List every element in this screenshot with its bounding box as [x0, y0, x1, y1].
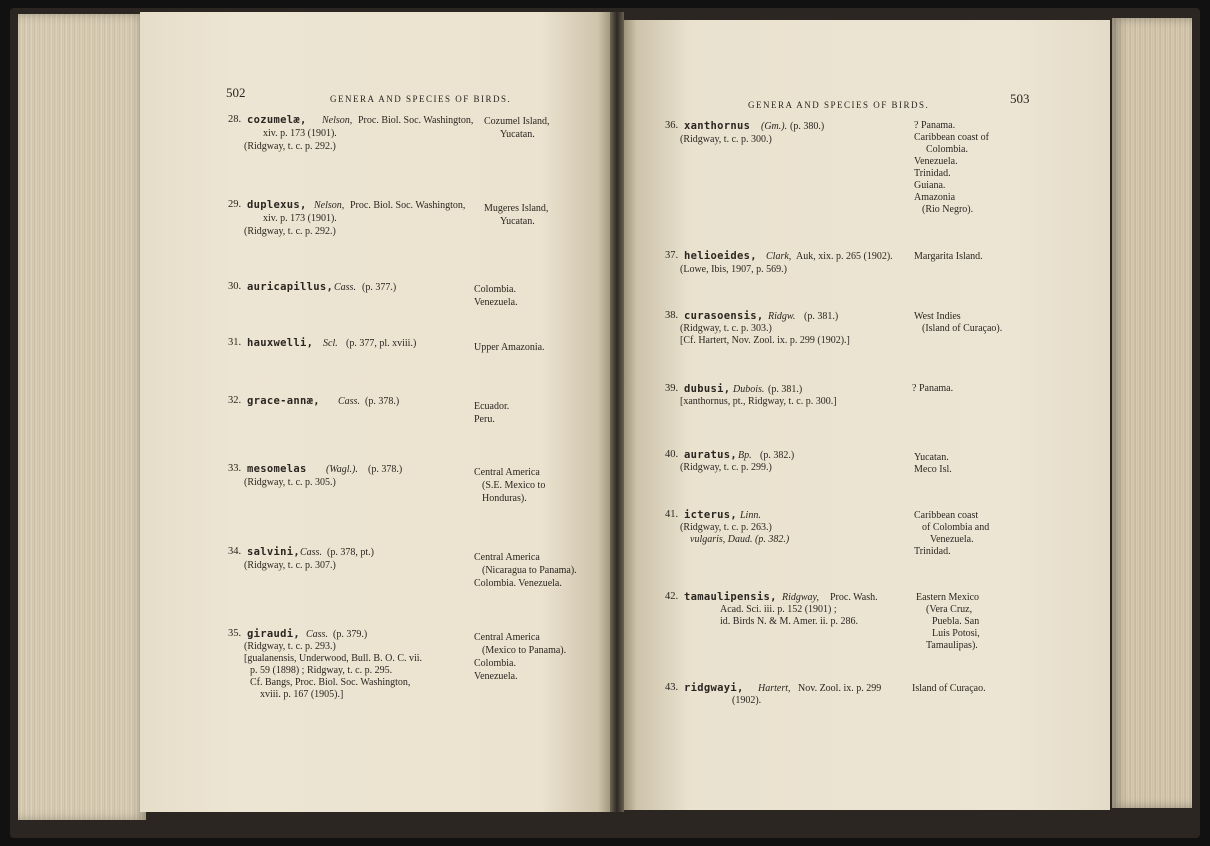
range-line: Venezuela. — [474, 297, 518, 308]
page-number: 503 — [1010, 91, 1030, 106]
right-page-edges — [1112, 18, 1192, 808]
range-line: Trinidad. — [914, 546, 951, 557]
species-author: Ridgway, — [782, 592, 819, 603]
range-line: Central America — [474, 467, 540, 478]
reference-line: (Ridgway, t. c. p. 307.) — [244, 560, 336, 571]
species-name: auratus, — [684, 449, 737, 461]
range-line: Venezuela. — [914, 156, 958, 167]
species-name: grace-annæ, — [247, 395, 320, 407]
species-reference: Proc. Biol. Soc. Washington, — [358, 115, 474, 126]
range-line: Caribbean coast — [914, 510, 979, 521]
range-line: (Rio Negro). — [922, 204, 974, 215]
species-reference: (p. 382.) — [760, 450, 795, 461]
species-reference: (p. 379.) — [333, 629, 368, 640]
range-line: (Vera Cruz, — [926, 604, 973, 615]
range-line: Honduras). — [482, 493, 527, 504]
species-name: hauxwelli, — [247, 337, 314, 349]
species-author: Clark, — [766, 251, 792, 262]
entry-number: 37. — [665, 250, 679, 261]
species-name: ridgwayi, — [684, 682, 744, 694]
book-gutter — [610, 12, 624, 812]
reference-line: (Ridgway, t. c. p. 299.) — [680, 462, 772, 473]
species-reference: Proc. Wash. — [830, 592, 878, 603]
entry-number: 43. — [665, 682, 679, 693]
species-reference: (p. 381.) — [768, 384, 803, 395]
running-head: GENERA AND SPECIES OF BIRDS. — [748, 100, 930, 110]
species-reference: (p. 378, pt.) — [327, 547, 374, 558]
entry-number: 38. — [665, 310, 679, 321]
species-reference: (p. 378.) — [368, 464, 403, 475]
reference-line: id. Birds N. & M. Amer. ii. p. 286. — [720, 616, 859, 627]
species-name: duplexus, — [247, 199, 307, 211]
entry-number: 41. — [665, 509, 679, 520]
species-author: Linn. — [740, 510, 761, 521]
reference-line: (Lowe, Ibis, 1907, p. 569.) — [680, 264, 787, 275]
range-line: Yucatan. — [500, 216, 535, 227]
entry-number: 31. — [228, 337, 242, 348]
range-line: Venezuela. — [930, 534, 974, 545]
species-author: (Wagl.). — [326, 464, 358, 475]
range-line: Ecuador. — [474, 401, 510, 412]
species-name: giraudi, — [247, 628, 300, 640]
reference-line: (Ridgway, t. c. p. 303.) — [680, 323, 772, 334]
reference-line: xiv. p. 173 (1901). — [263, 213, 337, 224]
species-name: auricapillus, — [247, 281, 334, 293]
range-line: Trinidad. — [914, 168, 951, 179]
range-line: Cozumel Island, — [484, 116, 550, 127]
species-reference: (p. 381.) — [804, 311, 839, 322]
range-line: Margarita Island. — [914, 251, 983, 262]
range-line: Puebla. San — [932, 616, 980, 627]
reference-line: (Ridgway, t. c. p. 293.) — [244, 641, 336, 652]
range-line: West Indies — [914, 311, 961, 322]
range-line: ? Panama. — [914, 120, 956, 131]
range-line: Caribbean coast of — [914, 132, 989, 143]
species-author: Cass. — [306, 629, 328, 640]
species-author: Ridgw. — [768, 311, 796, 322]
entry-number: 40. — [665, 449, 679, 460]
range-line: (S.E. Mexico to — [482, 480, 546, 491]
species-author: Cass. — [334, 282, 356, 293]
running-head: GENERA AND SPECIES OF BIRDS. — [330, 94, 512, 104]
species-author: Hartert, — [758, 683, 791, 694]
range-line: Guiana. — [914, 180, 946, 191]
reference-line: (1902). — [732, 695, 762, 706]
range-line: Yucatan. — [500, 129, 535, 140]
range-line: Island of Curaçao. — [912, 683, 986, 694]
entry-number: 39. — [665, 383, 679, 394]
left-page-edges — [18, 14, 146, 820]
species-author: Dubois. — [733, 384, 765, 395]
reference-line: (Ridgway, t. c. p. 300.) — [680, 134, 772, 145]
species-reference: (p. 378.) — [365, 396, 400, 407]
reference-line: xiv. p. 173 (1901). — [263, 128, 337, 139]
entry-number: 34. — [228, 546, 242, 557]
page-number: 502 — [226, 85, 246, 100]
species-reference: Nov. Zool. ix. p. 299 — [798, 683, 882, 694]
range-line: Amazonia — [914, 192, 956, 203]
range-line: (Nicaragua to Panama). — [482, 565, 577, 576]
reference-line: [xanthornus, pt., Ridgway, t. c. p. 300.] — [680, 396, 837, 407]
species-reference: Proc. Biol. Soc. Washington, — [350, 200, 466, 211]
range-line: Mugeres Island, — [484, 203, 549, 214]
reference-line: vulgaris, Daud. (p. 382.) — [690, 534, 790, 545]
species-author: Cass. — [338, 396, 360, 407]
entry-number: 36. — [665, 120, 679, 131]
range-line: (Island of Curaçao). — [922, 323, 1003, 334]
entry-number: 29. — [228, 199, 242, 210]
reference-line: p. 59 (1898) ; Ridgway, t. c. p. 295. — [250, 665, 393, 676]
reference-line: xviii. p. 167 (1905).] — [260, 689, 344, 700]
species-name: icterus, — [684, 509, 737, 521]
species-name: helioeides, — [684, 250, 757, 262]
left-page — [140, 12, 612, 812]
range-line: Central America — [474, 552, 540, 563]
species-name: dubusi, — [684, 383, 731, 395]
entry-number: 33. — [228, 463, 242, 474]
reference-line: (Ridgway, t. c. p. 263.) — [680, 522, 772, 533]
range-line: Luis Potosi, — [932, 628, 980, 639]
range-line: Tamaulipas). — [926, 640, 978, 651]
species-reference: Auk, xix. p. 265 (1902). — [796, 251, 893, 262]
species-author: Bp. — [738, 450, 752, 461]
species-name: tamaulipensis, — [684, 591, 777, 603]
entry-number: 42. — [665, 591, 679, 602]
range-line: Central America — [474, 632, 540, 643]
range-line: Meco Isl. — [914, 464, 952, 475]
range-line: Colombia. — [474, 284, 516, 295]
species-author: Scl. — [323, 338, 338, 349]
range-line: Upper Amazonia. — [474, 342, 545, 353]
species-name: xanthornus — [684, 120, 751, 132]
range-line: Colombia. — [474, 658, 516, 669]
range-line: of Colombia and — [922, 522, 990, 533]
range-line: Colombia. — [926, 144, 968, 155]
reference-line: Cf. Bangs, Proc. Biol. Soc. Washington, — [250, 677, 411, 688]
range-line: Yucatan. — [914, 452, 949, 463]
range-line: Colombia. Venezuela. — [474, 578, 562, 589]
reference-line: Acad. Sci. iii. p. 152 (1901) ; — [720, 604, 837, 615]
species-author: Nelson, — [314, 200, 345, 211]
species-reference: (p. 380.) — [790, 121, 825, 132]
reference-line: (Ridgway, t. c. p. 292.) — [244, 141, 336, 152]
species-reference: (p. 377, pl. xviii.) — [346, 338, 417, 349]
species-name: mesomelas — [247, 463, 307, 475]
reference-line: [Cf. Hartert, Nov. Zool. ix. p. 299 (1902).] — [680, 335, 850, 346]
reference-line: (Ridgway, t. c. p. 292.) — [244, 226, 336, 237]
entry-number: 35. — [228, 628, 242, 639]
species-name: curasoensis, — [684, 310, 764, 322]
entry-number: 32. — [228, 395, 242, 406]
entry-number: 30. — [228, 281, 242, 292]
species-name: salvini, — [247, 546, 300, 558]
range-line: Peru. — [474, 414, 495, 425]
range-line: (Mexico to Panama). — [482, 645, 567, 656]
species-author: Cass. — [300, 547, 322, 558]
reference-line: [gualanensis, Underwood, Bull. B. O. C. vii. — [244, 653, 423, 664]
species-reference: (p. 377.) — [362, 282, 397, 293]
range-line: Venezuela. — [474, 671, 518, 682]
range-line: Eastern Mexico — [916, 592, 980, 603]
species-name: cozumelæ, — [247, 114, 307, 126]
species-author: Nelson, — [322, 115, 353, 126]
range-line: ? Panama. — [912, 383, 954, 394]
entry-number: 28. — [228, 114, 242, 125]
reference-line: (Ridgway, t. c. p. 305.) — [244, 477, 336, 488]
species-author: (Gm.). — [761, 121, 788, 132]
